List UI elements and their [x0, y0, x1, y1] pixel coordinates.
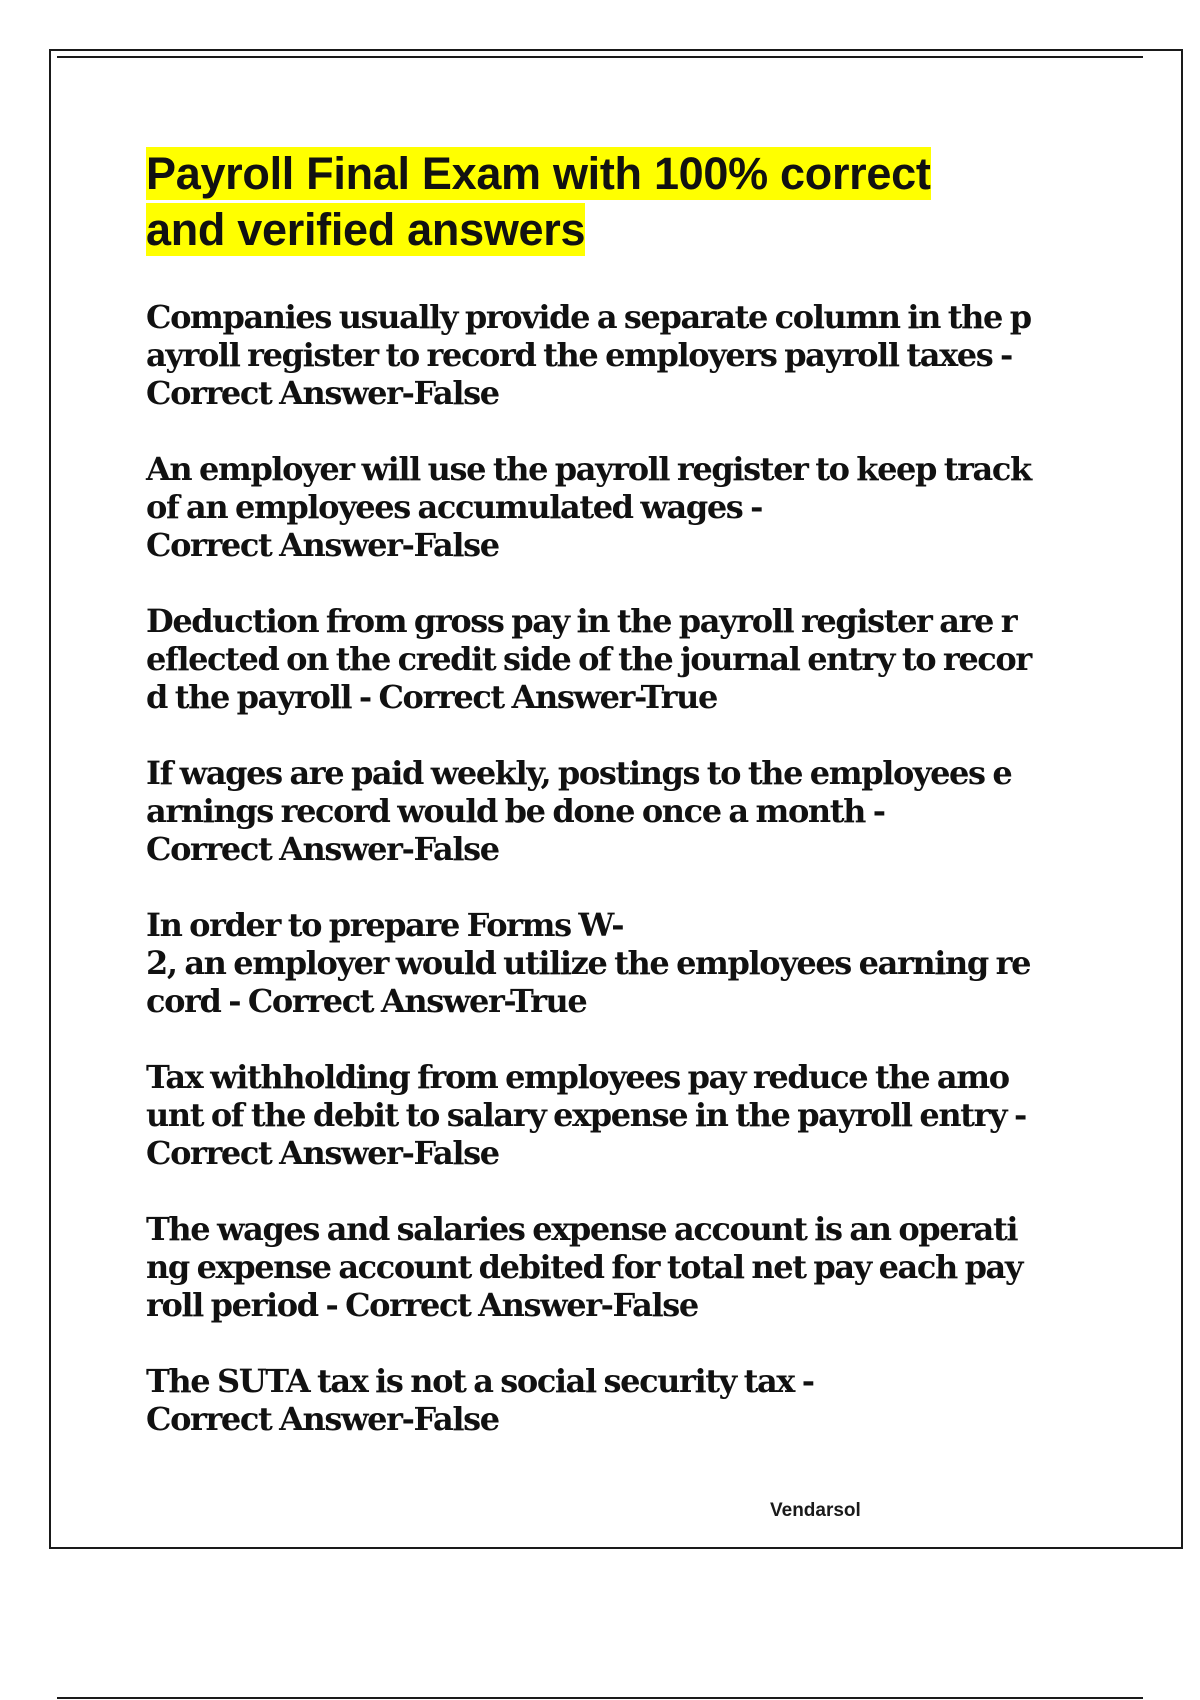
document-content — [146, 146, 1096, 1476]
qa-item-3: Deduction from gross pay in the payroll register are r eflected on the credit side of the journal entry to recor d the payroll - Correct Answer-True — [146, 602, 1031, 716]
qa-item-7: The wages and salaries expense account is an operati ng expense account debited for total net pay each pay roll period - Correct Answer-False — [146, 1210, 1023, 1324]
title-line-2: and verified answers — [146, 204, 586, 255]
title-line-1: Payroll Final Exam with 100% correct — [146, 148, 931, 199]
qa-item-8: The SUTA tax is not a social security tax - Correct Answer-False — [146, 1362, 814, 1438]
document-title — [146, 146, 1096, 258]
qa-item-5: In order to prepare Forms W- 2, an employer would utilize the employees earning re cord - Correct Answer-True — [146, 906, 1031, 1020]
bottom-rule — [57, 1697, 1143, 1699]
qa-item-4: If wages are paid weekly, postings to the employees e arnings record would be done once a month - Correct Answer-False — [146, 754, 1012, 868]
qa-item-2: An employer will use the payroll register to keep track of an employees accumulated wages - Correct Answer-False — [146, 450, 1031, 564]
footer-brand: Vendarsol — [770, 1500, 861, 1521]
qa-item-1: Companies usually provide a separate column in the p ayroll register to record the employers payroll taxes - Correct Answer-False — [146, 298, 1031, 412]
qa-item-6: Tax withholding from employees pay reduce the amo unt of the debit to salary expense in the payroll entry - Correct Answer-False — [146, 1058, 1026, 1172]
